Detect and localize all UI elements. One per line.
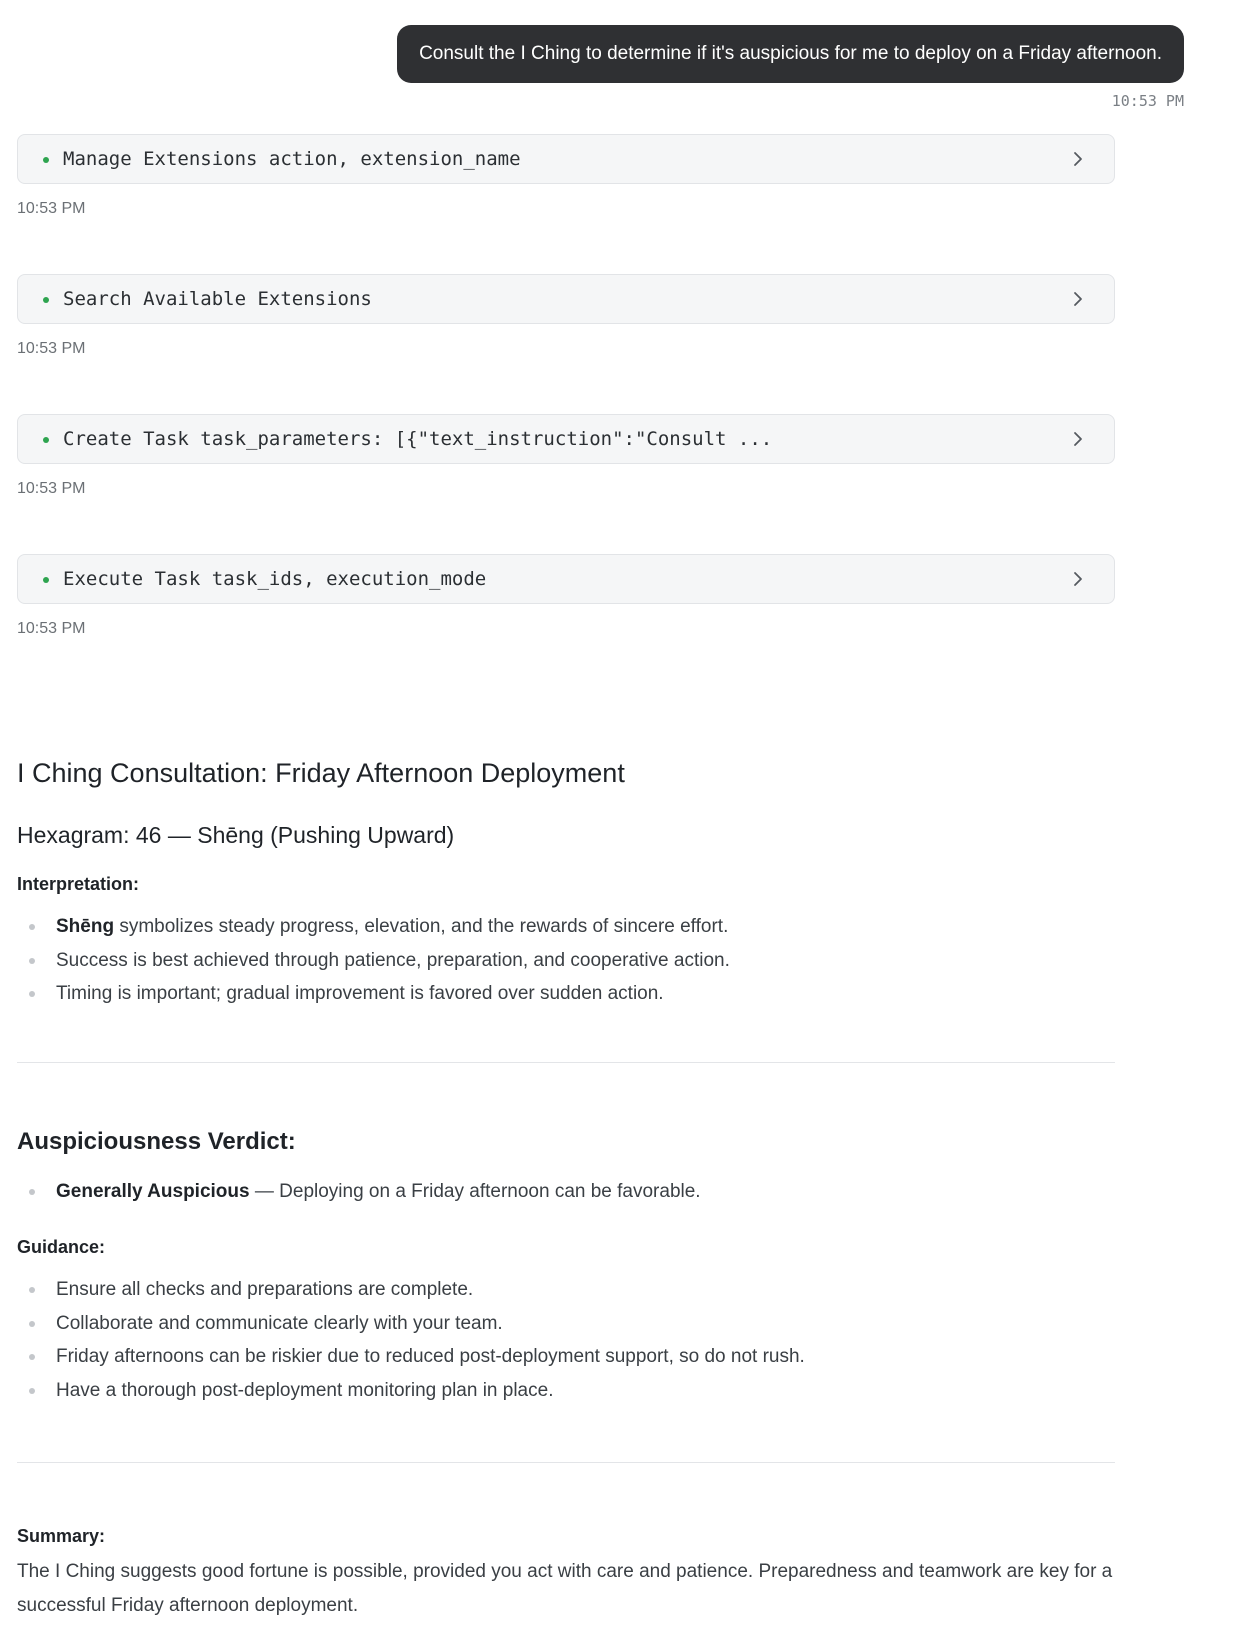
section-divider (17, 1062, 1115, 1063)
bullet-icon (29, 1388, 35, 1394)
list-item-text: Success is best achieved through patience, preparation, and cooperative action. (56, 949, 730, 971)
tool-call-card[interactable] (17, 414, 1115, 464)
response-title: I Ching Consultation: Friday Afternoon Deployment (17, 758, 625, 788)
tool-call-label: Manage Extensions action, extension_name (63, 148, 521, 170)
emphasis-text: Generally Auspicious (56, 1181, 250, 1202)
tool-call-label: Create Task task_parameters: [{"text_instruction":"Consult ... (63, 428, 773, 450)
tool-call-label: Search Available Extensions (63, 288, 372, 310)
bullet-icon (29, 1321, 35, 1327)
tool-call-time: 10:53 PM (17, 340, 86, 357)
user-message-text: Consult the I Ching to determine if it's auspicious for me to deploy on a Friday afternoon. (419, 43, 1162, 64)
tool-call-time: 10:53 PM (17, 480, 86, 497)
bullet-icon (29, 1354, 35, 1360)
bullet-icon (29, 1287, 35, 1293)
guidance-list (17, 1273, 805, 1407)
interpretation-list (17, 910, 730, 1011)
list-item-text: Timing is important; gradual improvement is favored over sudden action. (56, 983, 664, 1004)
list-item (17, 944, 730, 978)
chevron-right-icon[interactable] (1068, 569, 1088, 589)
user-message-bubble (397, 25, 1184, 83)
list-item (17, 910, 730, 944)
bullet-icon (29, 1189, 35, 1195)
tool-call-time: 10:53 PM (17, 620, 86, 637)
success-dot-icon (43, 297, 49, 303)
bullet-icon (29, 991, 35, 997)
tool-call-card[interactable] (17, 134, 1115, 184)
success-dot-icon (43, 577, 49, 583)
verdict-heading: Auspiciousness Verdict: (17, 1128, 296, 1155)
chevron-right-icon[interactable] (1068, 289, 1088, 309)
list-item-text: Have a thorough post-deployment monitoring plan in place. (56, 1379, 554, 1401)
bullet-icon (29, 958, 35, 964)
section-divider (17, 1462, 1115, 1463)
list-item (17, 977, 730, 1011)
list-item (17, 1307, 805, 1341)
tool-call-time: 10:53 PM (17, 200, 86, 217)
tool-call-label: Execute Task task_ids, execution_mode (63, 568, 487, 590)
success-dot-icon (43, 157, 49, 163)
verdict-list (17, 1175, 701, 1209)
hexagram-heading: Hexagram: 46 — Shēng (Pushing Upward) (17, 822, 455, 848)
bullet-icon (29, 924, 35, 930)
list-item-text: symbolizes steady progress, elevation, and the rewards of sincere effort. (114, 916, 729, 937)
summary-label: Summary: (17, 1526, 106, 1546)
summary-text: The I Ching suggests good fortune is possible, provided you act with care and patience. Preparedness and teamwork are key for a successful Friday afternoon deployment. (17, 1561, 1113, 1616)
emphasis-text: Shēng (56, 916, 115, 937)
list-item (17, 1273, 805, 1307)
interpretation-label: Interpretation: (17, 874, 140, 894)
list-item-text: Friday afternoons can be riskier due to reduced post-deployment support, so do not rush. (56, 1346, 805, 1367)
list-item-text: Ensure all checks and preparations are complete. (56, 1279, 474, 1300)
tool-call-card[interactable] (17, 554, 1115, 604)
list-item (17, 1175, 701, 1209)
success-dot-icon (43, 437, 49, 443)
list-item-text: — Deploying on a Friday afternoon can be favorable. (249, 1181, 701, 1202)
list-item (17, 1340, 805, 1374)
user-message-time: 10:53 PM (1111, 92, 1184, 110)
chevron-right-icon[interactable] (1068, 149, 1088, 169)
guidance-label: Guidance: (17, 1237, 106, 1257)
chevron-right-icon[interactable] (1068, 429, 1088, 449)
list-item-text: Collaborate and communicate clearly with your team. (56, 1312, 503, 1334)
list-item (17, 1374, 805, 1408)
tool-call-card[interactable] (17, 274, 1115, 324)
